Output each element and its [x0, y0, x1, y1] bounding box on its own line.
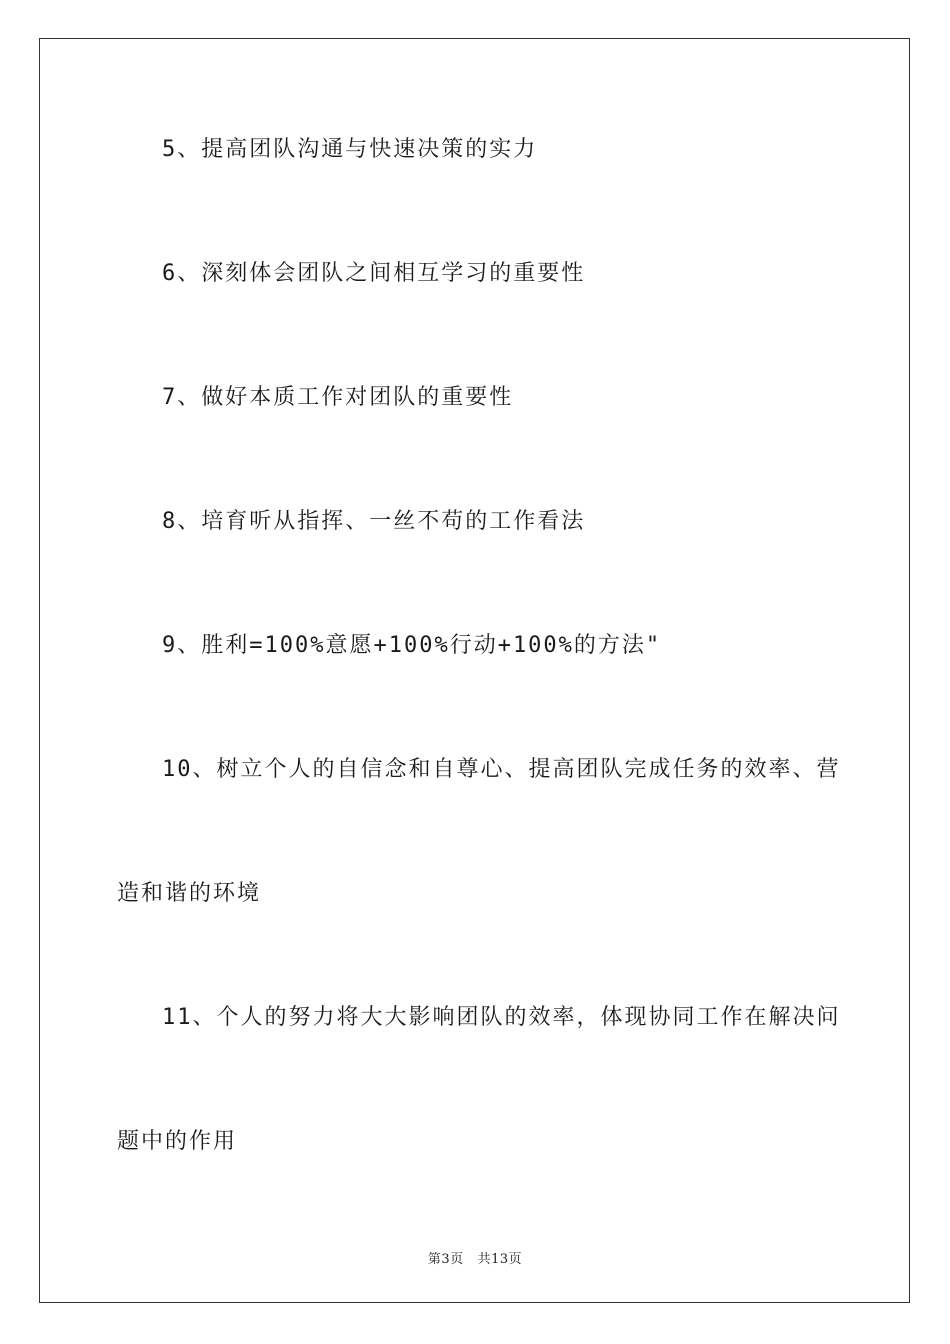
- item-7-text: 7、做好本质工作对团队的重要性: [162, 385, 514, 410]
- item-11-text-line-1: 11、个人的努力将大大影响团队的效率，体现协同工作在解决问: [162, 1005, 841, 1030]
- item-6-text: 6、深刻体会团队之间相互学习的重要性: [162, 261, 586, 286]
- page-border: [39, 38, 910, 1303]
- page-number: 第3页: [427, 1252, 464, 1267]
- item-9-text: 9、胜利=100%意愿+100%行动+100%的方法": [162, 633, 662, 658]
- item-8-text: 8、培育听从指挥、一丝不苟的工作看法: [162, 509, 586, 534]
- item-11-text-line-2: 题中的作用: [117, 1129, 238, 1154]
- item-10-text-line-2: 造和谐的环境: [117, 881, 262, 906]
- page-total: 共13页: [477, 1252, 523, 1267]
- page-footer: [0, 1248, 950, 1267]
- item-10-text-line-1: 10、树立个人的自信念和自尊心、提高团队完成任务的效率、营: [162, 757, 841, 782]
- item-5-text: 5、提高团队沟通与快速决策的实力: [162, 137, 538, 162]
